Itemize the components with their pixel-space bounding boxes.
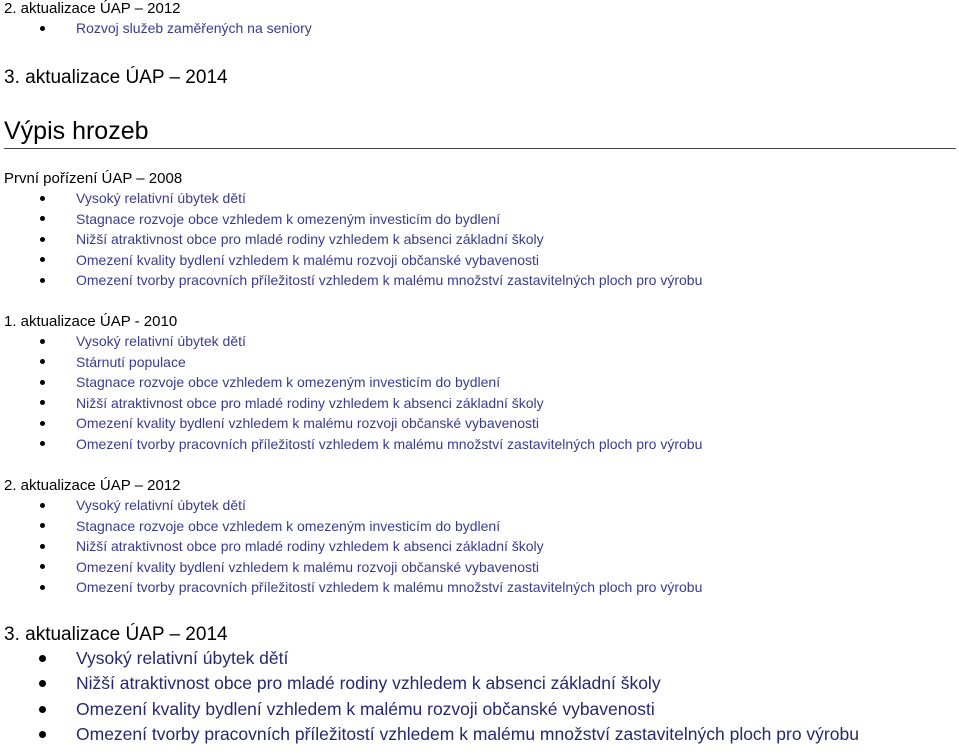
page-title: Výpis hrozeb xyxy=(4,117,149,145)
list-item xyxy=(0,671,859,696)
list-item-label: Nižší atraktivnost obce pro mladé rodiny vzhledem k absenci základní školy xyxy=(76,673,661,694)
bullet-icon xyxy=(39,731,46,738)
title-divider xyxy=(4,148,956,149)
section-2010 xyxy=(0,313,702,454)
list-item-label: Omezení tvorby pracovních příležitostí vzhledem k malému množství zastavitelných ploch pro výrobu xyxy=(76,723,859,744)
bullet-icon xyxy=(39,655,46,662)
bullet-icon xyxy=(39,680,46,687)
list-item xyxy=(0,18,312,39)
list-item-label: Vysoký relativní úbytek dětí xyxy=(76,333,246,349)
list-item xyxy=(0,352,702,373)
list-item-label: Vysoký relativní úbytek dětí xyxy=(76,497,246,513)
list-item-label: Stárnutí populace xyxy=(76,353,186,370)
list-item xyxy=(0,372,702,393)
list-item xyxy=(0,516,702,537)
threat-list xyxy=(0,495,702,598)
list-item xyxy=(0,722,859,747)
list-item xyxy=(0,434,702,455)
list-item-label: Omezení tvorby pracovních příležitostí vzhledem k malému množství zastavitelných ploch pro výrobu xyxy=(76,435,703,452)
list-item xyxy=(0,229,702,250)
section-2012-fragment xyxy=(0,0,312,39)
section-heading: První pořízení ÚAP – 2008 xyxy=(4,170,183,187)
list-item-label: Nižší atraktivnost obce pro mladé rodiny vzhledem k absenci základní školy xyxy=(76,231,544,247)
section-2008 xyxy=(0,170,702,291)
section-2012 xyxy=(0,477,702,598)
list-item-label: Stagnace rozvoje obce vzhledem k omezeným investicím do bydlení xyxy=(76,517,501,534)
list-item xyxy=(0,250,702,271)
bullet-icon xyxy=(40,544,45,549)
threat-list xyxy=(0,331,702,454)
bullet-icon xyxy=(40,278,45,283)
list-item-label: Omezení kvality bydlení vzhledem k malému rozvoji občanské vybavenosti xyxy=(76,251,539,268)
list-item xyxy=(0,577,702,598)
list-item-label: Omezení tvorby pracovních příležitostí vzhledem k malému množství zastavitelných ploch pro výrobu xyxy=(76,272,703,288)
list-item xyxy=(0,188,702,209)
list-item xyxy=(0,646,859,671)
threat-list xyxy=(0,18,312,39)
bullet-icon xyxy=(40,196,45,201)
section-heading: 2. aktualizace ÚAP – 2012 xyxy=(4,477,181,494)
section-heading: 3. aktualizace ÚAP – 2014 xyxy=(4,624,228,645)
list-item-label: Stagnace rozvoje obce vzhledem k omezeným investicím do bydlení xyxy=(76,210,501,227)
bullet-icon xyxy=(40,421,45,426)
section-heading: 3. aktualizace ÚAP – 2014 xyxy=(4,67,228,88)
section-heading: 2. aktualizace ÚAP – 2012 xyxy=(4,0,181,17)
list-item-label: Rozvoj služeb zaměřených na seniory xyxy=(76,20,312,36)
list-item xyxy=(0,536,702,557)
bullet-icon xyxy=(40,237,45,242)
list-item-label: Vysoký relativní úbytek dětí xyxy=(76,648,289,668)
bullet-icon xyxy=(40,400,45,405)
list-item-label: Omezení kvality bydlení vzhledem k malému rozvoji občanské vybavenosti xyxy=(76,415,539,431)
list-item-label: Omezení tvorby pracovních příležitostí vzhledem k malému množství zastavitelných ploch pro výrobu xyxy=(76,579,703,595)
bullet-icon xyxy=(40,585,45,590)
bullet-icon xyxy=(40,564,45,569)
list-item-label: Stagnace rozvoje obce vzhledem k omezeným investicím do bydlení xyxy=(76,374,501,390)
bullet-icon xyxy=(40,257,45,262)
list-item xyxy=(0,557,702,578)
bullet-icon xyxy=(40,359,45,364)
list-item-label: Omezení kvality bydlení vzhledem k malému rozvoji občanské vybavenosti xyxy=(76,698,655,719)
list-item xyxy=(0,413,702,434)
bullet-icon xyxy=(40,503,45,508)
list-item-label: Vysoký relativní úbytek dětí xyxy=(76,190,246,206)
bullet-icon xyxy=(40,339,45,344)
bullet-icon xyxy=(40,523,45,528)
bullet-icon xyxy=(39,706,46,713)
list-item-label: Omezení kvality bydlení vzhledem k malému rozvoji občanské vybavenosti xyxy=(76,558,539,575)
threat-list xyxy=(0,188,702,291)
list-item xyxy=(0,495,702,516)
list-item-label: Nižší atraktivnost obce pro mladé rodiny vzhledem k absenci základní školy xyxy=(76,394,544,411)
list-item-label: Nižší atraktivnost obce pro mladé rodiny vzhledem k absenci základní školy xyxy=(76,538,544,554)
bullet-icon xyxy=(40,26,45,31)
list-item xyxy=(0,331,702,352)
list-item xyxy=(0,697,859,722)
list-item xyxy=(0,270,702,291)
threat-list xyxy=(0,646,859,747)
list-item xyxy=(0,393,702,414)
section-heading: 1. aktualizace ÚAP - 2010 xyxy=(4,313,178,330)
bullet-icon xyxy=(40,216,45,221)
list-item xyxy=(0,209,702,230)
bullet-icon xyxy=(40,380,45,385)
section-2014 xyxy=(0,624,859,747)
bullet-icon xyxy=(40,441,45,446)
section-2014-fragment xyxy=(0,67,228,89)
